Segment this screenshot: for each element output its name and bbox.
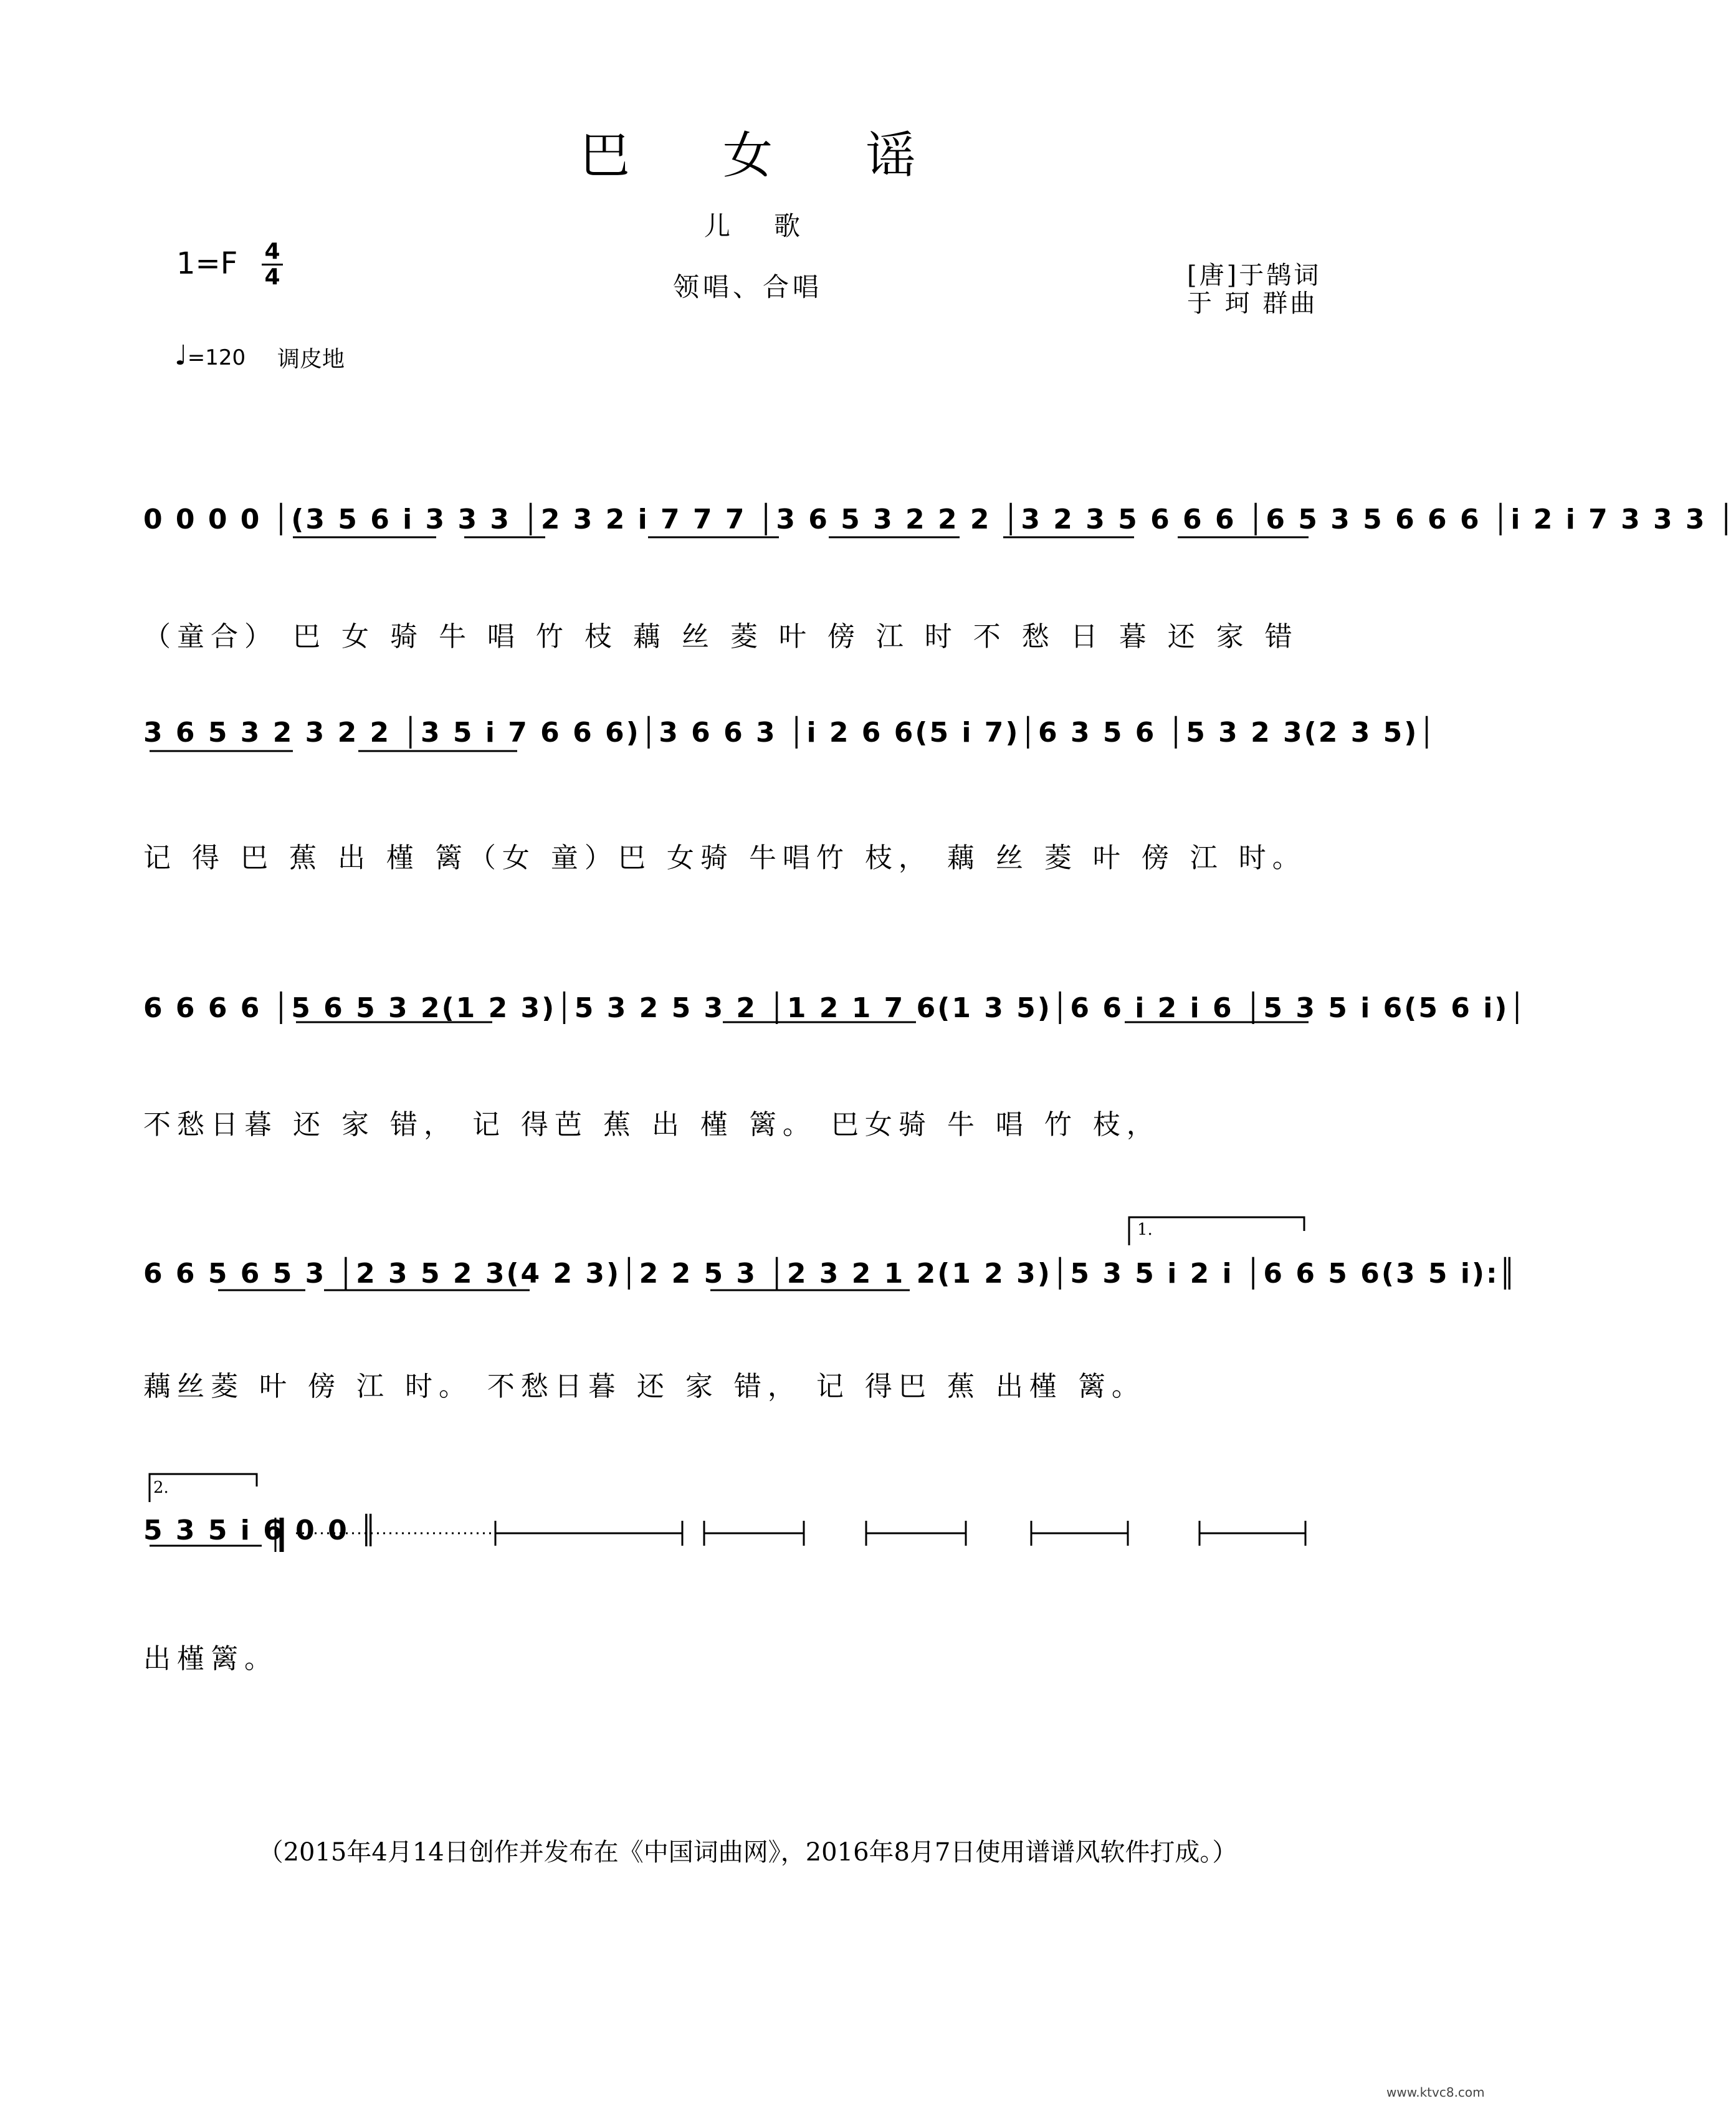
lyric-line-2: 记 得 巴 蕉 出 槿 篱（女 童）巴 女骑 牛唱竹 枝， 藕 丝 菱 叶 傍 江 时。 — [143, 842, 1306, 874]
meter-top: 4 — [264, 239, 280, 264]
quarter-note-icon: ♩ — [174, 340, 188, 371]
tempo-value: =120 — [187, 345, 246, 370]
volta-second-bracket — [150, 1474, 257, 1502]
notation-staff-5: 5 3 5 i 6 0 0 ║ — [143, 1515, 379, 1546]
footer-note: （2015年4月14日创作并发布在《中国词曲网》，2016年8月7日使用谱谱风软件打成。） — [258, 1838, 1238, 1867]
volta-first-label: 1. — [1137, 1220, 1153, 1239]
lyricist-credit: [唐]于鹄词 — [1187, 261, 1322, 290]
lyric-line-3: 不愁日暮 还 家 错， 记 得芭 蕉 出 槿 篱。 巴女骑 牛 唱 竹 枝， — [143, 1109, 1160, 1141]
title-char: 巴 — [579, 127, 630, 184]
title-char: 谣 — [866, 127, 916, 184]
notation-staff-1: 0 0 0 0 │(3 5 6 i 3 3 3 │2 3 2 i 7 7 7 │3 6 5 3 2 2 2 │3 2 3 5 6 6 6 │6 5 3 5 6 6 6 │i 2 i 7 3 3 3 │ — [143, 504, 1736, 535]
lyric-line-5: 出槿篱。 — [143, 1643, 278, 1675]
lyric-line-1: （童合） 巴 女 骑 牛 唱 竹 枝 藕 丝 菱 叶 傍 江 时 不 愁 日 暮 还 家 错 — [143, 621, 1299, 653]
notation-staff-3: 6 6 6 6 │5 6 5 3 2(1 2 3)│5 3 2 5 3 2 │1 2 1 7 6(1 3 5)│6 6 i 2 i 6 │5 3 5 i 6(5 6 i)│ — [143, 992, 1527, 1024]
notation-staff-4: 6 6 5 6 5 3 │2 3 5 2 3(4 2 3)│2 2 5 3 │2 3 2 1 2(1 2 3)│5 3 5 i 2 i │6 6 5 6(3 5 i):║ — [143, 1258, 1518, 1290]
meter-bottom: 4 — [264, 264, 280, 290]
subtitle: 儿歌 — [704, 211, 844, 241]
composer-credit: 于 珂 群曲 — [1187, 289, 1318, 318]
volta-second-label: 2. — [153, 1478, 169, 1497]
lyric-line-4: 藕丝菱 叶 傍 江 时。 不愁日暮 还 家 错， 记 得巴 蕉 出槿 篱。 — [143, 1371, 1145, 1402]
performance-form: 领唱、合唱 — [673, 272, 823, 302]
key-signature: 1=F — [176, 246, 238, 281]
notation-staff-2: 3 6 5 3 2 3 2 2 │3 5 i 7 6 6 6)│3 6 6 3 │i 2 6 6(5 i 7)│6 3 5 6 │5 3 2 3(2 3 5)│ — [143, 717, 1437, 749]
title-char: 女 — [723, 127, 773, 184]
watermark: www.ktvc8.com — [1386, 2085, 1485, 2100]
volta-first-bracket — [1129, 1217, 1304, 1245]
expression-marking: 调皮地 — [277, 347, 345, 372]
